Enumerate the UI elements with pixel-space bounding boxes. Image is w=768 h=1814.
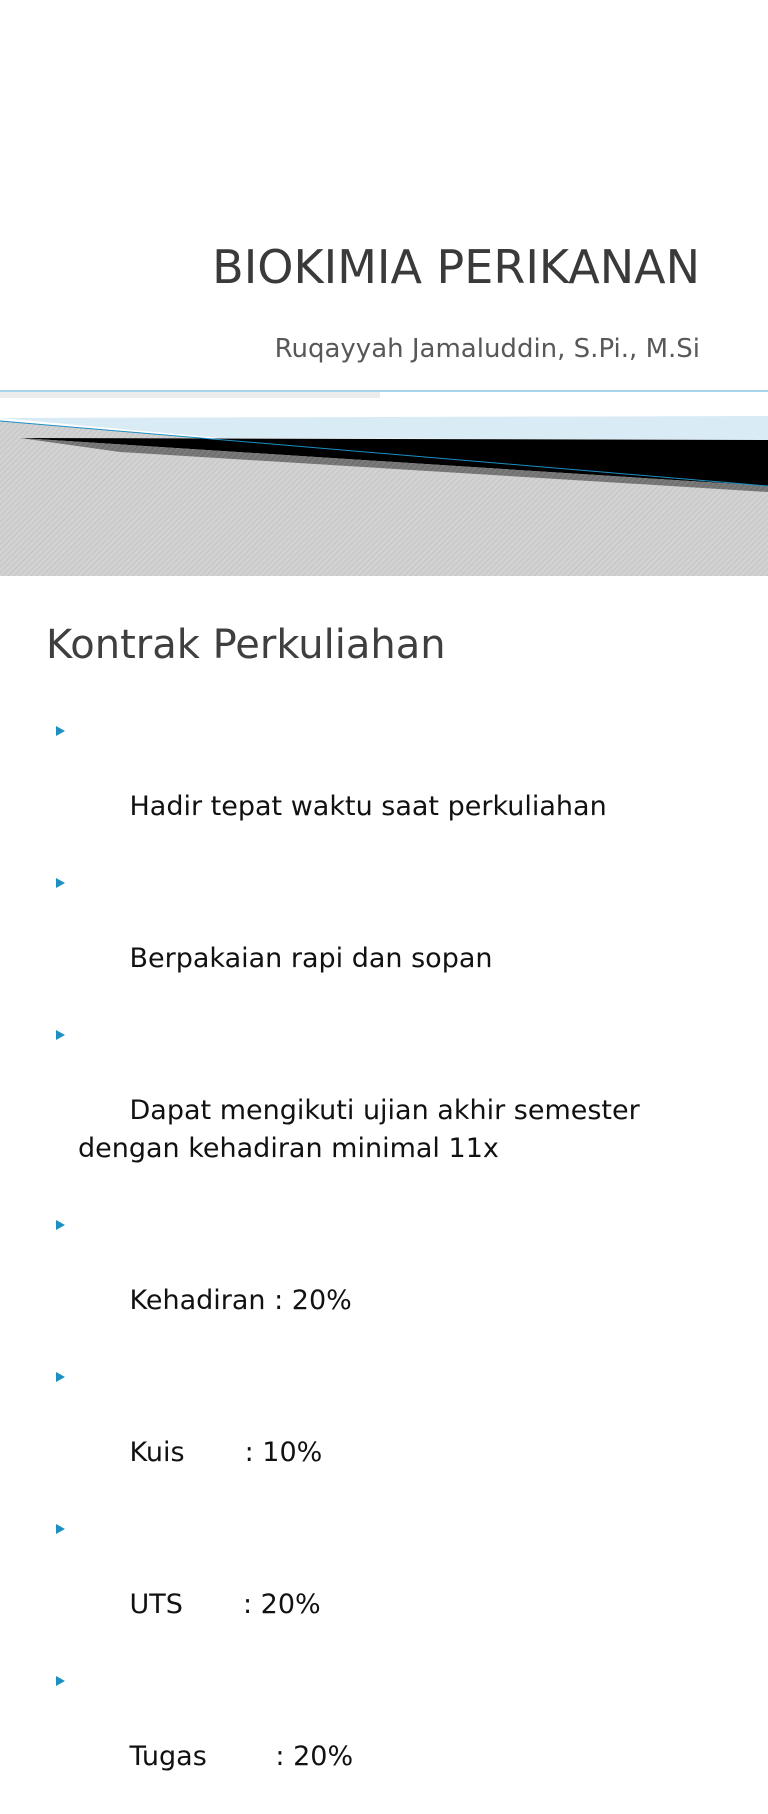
bullet-text: Tugas : 20%	[129, 1741, 354, 1772]
list-item	[54, 1662, 734, 1814]
bullet-text: Kuis : 10%	[129, 1437, 323, 1468]
triangle-bullet-icon	[56, 1220, 65, 1230]
bullet-text: Dapat mengikuti ujian akhir semester dengan kehadiran minimal 11x	[78, 1095, 649, 1164]
title-slide	[0, 0, 768, 576]
list-item	[54, 1016, 734, 1206]
list-item	[54, 864, 734, 1016]
triangle-bullet-icon	[56, 1372, 65, 1382]
triangle-bullet-icon	[56, 878, 65, 888]
slide-title: BIOKIMIA PERIKANAN	[212, 240, 700, 294]
list-item	[54, 1358, 734, 1510]
bullet-text: Hadir tepat waktu saat perkuliahan	[129, 791, 607, 822]
bullet-text: UTS : 20%	[129, 1589, 321, 1620]
decorative-band	[0, 380, 768, 576]
bullet-text: Berpakaian rapi dan sopan	[129, 943, 493, 974]
triangle-bullet-icon	[56, 726, 65, 736]
triangle-bullet-icon	[56, 1676, 65, 1686]
bullet-text: Kehadiran : 20%	[129, 1285, 352, 1316]
bullet-list	[54, 712, 734, 1814]
triangle-bullet-icon	[56, 1524, 65, 1534]
content-slide	[0, 582, 768, 1772]
left-shadow-strip	[0, 392, 380, 398]
list-item	[54, 1510, 734, 1662]
list-item	[54, 712, 734, 864]
slide-subtitle: Ruqayyah Jamaluddin, S.Pi., M.Si	[274, 334, 700, 364]
section-title: Kontrak Perkuliahan	[46, 622, 446, 668]
list-item	[54, 1206, 734, 1358]
triangle-bullet-icon	[56, 1030, 65, 1040]
